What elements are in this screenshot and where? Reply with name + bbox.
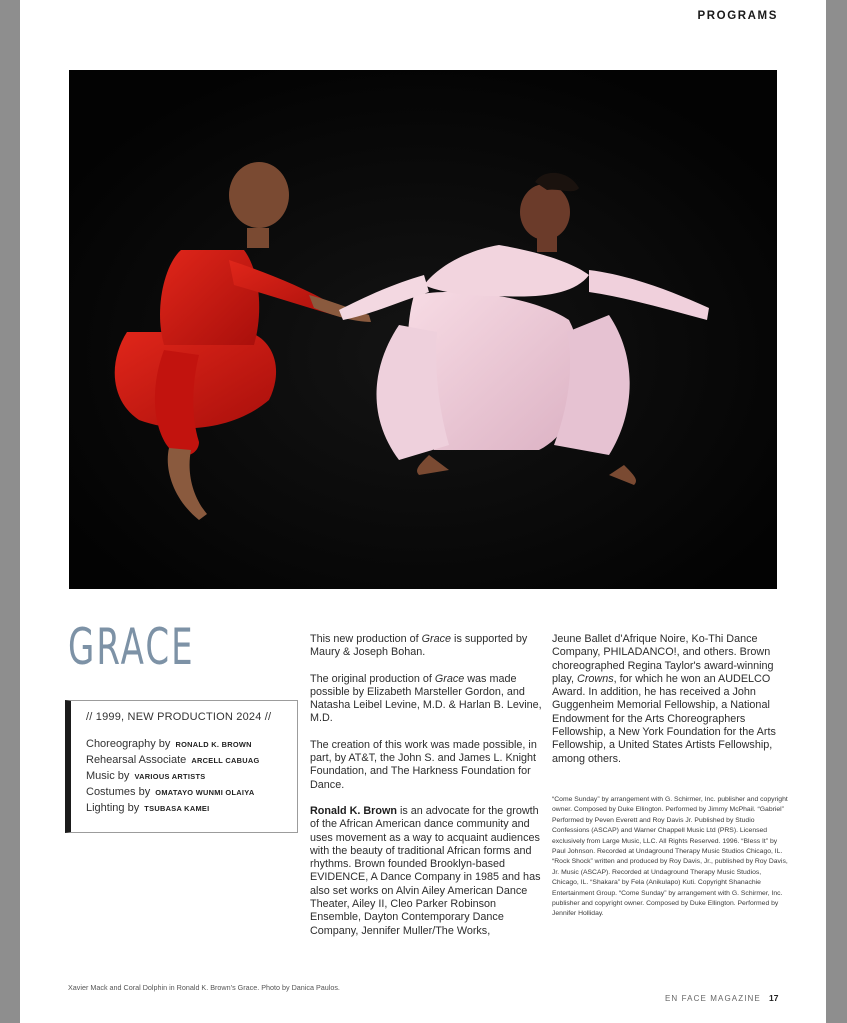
creation-paragraph: The creation of this work was made possible, in part, by AT&T, the John S. and James L. Knight Foundation, and The Harkness Foundation for Dance. <box>310 738 537 791</box>
footer-magazine-name: EN FACE MAGAZINE <box>665 994 761 1003</box>
credit-line <box>86 802 210 814</box>
original-production-paragraph: The original production of Grace was made possible by Elizabeth Marsteller Gordon, and Natasha Leibel Levine, M.D. & Harlan B. Levine, M.D. <box>310 672 542 725</box>
credit-name: OMATAYO WUNMI OLAIYA <box>155 788 255 797</box>
credits-heading: // 1999, NEW PRODUCTION 2024 // <box>86 711 272 723</box>
support-paragraph: This new production of Grace is supported by Maury & Joseph Bohan. <box>310 633 528 659</box>
body-column-1 <box>310 633 542 951</box>
dance-photo <box>69 70 777 589</box>
credit-role: Costumes by <box>86 786 151 798</box>
credits-box <box>65 700 298 833</box>
credit-role: Music by <box>86 770 130 782</box>
bio-name: Ronald K. Brown <box>310 804 397 817</box>
credit-name: TSUBASA KAMEI <box>144 804 210 813</box>
credit-line <box>86 786 254 798</box>
page-number: 17 <box>769 993 779 1003</box>
dancers-illustration <box>69 70 777 589</box>
credit-role: Choreography by <box>86 738 171 750</box>
bio-continued-paragraph: Jeune Ballet d'Afrique Noire, Ko-Thi Dance Company, PHILADANCO!, and others. Brown choreographed Regina Taylor's award-winning play, Crowns, for which he won an AUDELCO Award. In addition, he has received a John Guggenheim Memorial Fellowship, a National Endowment for the Arts Choreographers Fellowship, a New York Foundation for the Arts Fellowship, a United States Artists Fellowship, among others. <box>552 633 776 765</box>
photo-caption: Xavier Mack and Coral Dolphin in Ronald K. Brown’s Grace. Photo by Danica Paulos. <box>68 983 340 992</box>
magazine-page <box>20 0 826 1023</box>
section-label: PROGRAMS <box>697 10 778 22</box>
body-column-2 <box>552 633 786 779</box>
credit-line <box>86 738 252 750</box>
credit-line <box>86 770 206 782</box>
bio-paragraph: Ronald K. Brown is an advocate for the growth of the African American dance community and uses movement as a way to acquaint audiences with the beauty of traditional African forms and rhythms. Brown founded Brooklyn-based EVIDENCE, A Dance Company in 1985 and has also set works on Alvin Ailey American Dance Theater, Ailey II, Cleo Parker Robinson Ensemble, Dayton Contemporary Dance Company, Jennifer Muller/The Works, <box>310 804 541 937</box>
credit-line <box>86 754 260 766</box>
piece-title: GRACE <box>68 618 195 676</box>
credit-name: RONALD K. BROWN <box>175 740 252 749</box>
credit-role: Lighting by <box>86 802 140 814</box>
credit-role: Rehearsal Associate <box>86 754 187 766</box>
credit-name: VARIOUS ARTISTS <box>134 772 206 781</box>
credit-name: ARCELL CABUAG <box>191 756 260 765</box>
music-credits: “Come Sunday” by arrangement with G. Schirmer, Inc. publisher and copyright owner. Composed by Duke Ellington. Performed by Jimmy McPhail. “Gabriel” Performed by Peven Everett and Roy Davis Jr. Published by Studio Confessions (ASCAP) and Warner Chappell Music Ltd (PRS). Licensed exclusively from Large Music, LLC. All Rights Reserved. 1996. “Bless It” by Paul Johnson. Recorded at Undaground Therapy Music Studios Chicago, IL. “Rock Shock” written and produced by Roy Davis, Jr., published by Roy Davis, Jr. Music (ASCAP). Recorded at Undaground Therapy Music Studios, Chicago, IL. “Shakara” by Fela (Anikulapo) Kuti. Copyright Shanachie Entertainment Group. “Come Sunday” by arrangement with G. Schirmer, Inc. publisher and copyright owner. Composed by Duke Ellington. Performed by Jennifer Holliday. <box>552 796 788 918</box>
